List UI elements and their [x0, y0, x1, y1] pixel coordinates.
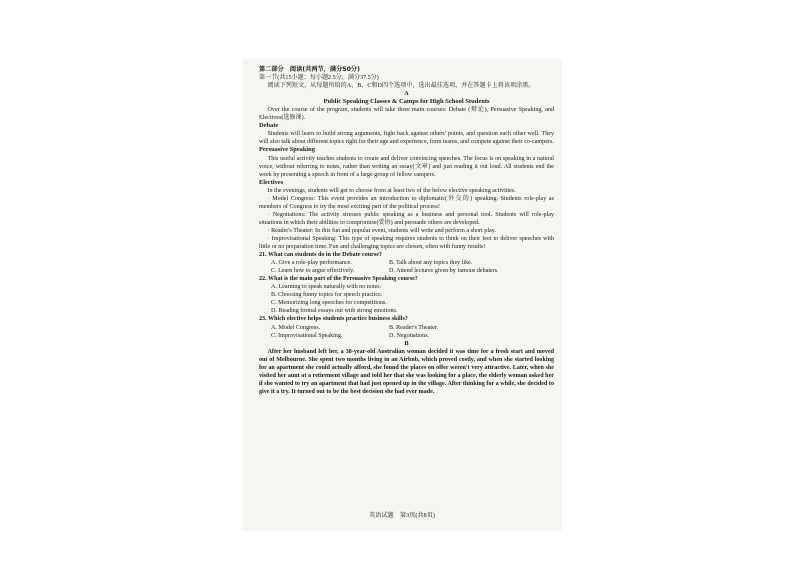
question-21-options-row-1 [259, 259, 554, 267]
question-21-stem: 21. What can students do in the Debate course? [259, 252, 382, 259]
page-footer: 英语试题 第3页(共8页) [369, 512, 435, 519]
question-22-stem: 22. What is the main part of the Persuasive Speaking course? [259, 276, 418, 283]
debate-paragraph: Students will learn to build strong arguments, fight back against others' points, and question each other well. They will also talk about different topics right for their age and experience, form teams, and compete against their co-campers. [259, 131, 554, 146]
question-22-option-d: D. Reading formal essays out with strong emotions. [271, 308, 398, 315]
passage-a-title: Public Speaking Classes & Camps for High School Students [323, 98, 490, 106]
question-23-options-row-1 [259, 324, 554, 332]
question-22-option-a: A. Learning to speak naturally with no notes. [271, 284, 382, 291]
question-23-option-d: D. Negotiations. [389, 332, 430, 339]
persuasive-paragraph: This useful activity teaches students to create and deliver convincing speeches. The focus is on speaking in a natural voice, without referring to notes, rather than writing an essay(文章) and just reading it out loud. All students end the week by presenting a speech in front of a large group of fellow campers. [259, 155, 554, 178]
part-heading: 第二部分 阅读(共两节，满分50分) [259, 66, 360, 73]
passage-b-letter: B [404, 340, 409, 347]
question-23-option-b: B. Reader's Theater. [389, 324, 439, 331]
question-21-option-b: B. Talk about any topics they like. [389, 260, 473, 267]
electives-heading: Electives [259, 178, 284, 186]
instruction-text: 阅读下列短文，从每题所给的A、B、C和D四个选项中，选出最佳选项，并在答题卡上将该项涂黑。 [267, 83, 535, 90]
question-23-stem: 23. Which elective helps students practice business skills? [259, 316, 408, 323]
question-23-option-c: C. Improvisational Speaking. [271, 332, 343, 339]
elective-negotiations: · Negotiations: The activity stresses public speaking as a business and personal tool. Students will role-play situations in which their abilities to compromise(妥协) and persuade others are developed. [259, 211, 554, 226]
question-21-option-d: D. Attend lectures given by famous debaters. [389, 268, 499, 275]
question-22-option-c: C. Memorizing long speeches for competitions. [271, 300, 387, 307]
passage-a-letter: A [404, 91, 409, 98]
elective-readers-theater: · Reader's Theater: In this fun and popular event, students will write and perform a short play. [267, 227, 496, 234]
elective-improvisational: · Improvisational Speaking: This type of speaking requires students to think on their feet to deliver speeches with little or no preparation time. Fun and challenging topics are chosen, often with funny results! [259, 235, 554, 251]
question-23-options-row-2 [259, 332, 554, 340]
passage-a-intro: Over the course of the program, students will take three main courses: Debate (辩论), Persuasive Speaking, and Electives(选修课). [259, 107, 554, 122]
elective-model-congress: · Model Congress: This event provides an introduction to diplomatic(外交的) speaking. Students role-play as members of Congress to try the most exciting part of the political process! [259, 195, 554, 210]
passage-b-paragraph: After her husband left her, a 38-year-old Australian woman decided it was time for a fresh start and moved out of Melbourne. She spent two months living in an Airbnb, which proved costly, and when she started looking for an apartment she could actually afford, she found the places on offer weren't very attractive. Later, when she visited her aunt at a retirement village and told her that she was looking for a place, the elderly woman asked her if she wanted to try an apartment that had just opened up in the village. After thinking for a while, she decided to give it a try. It turned out to be the best decision she had ever made. [259, 348, 554, 395]
question-21-option-c: C. Learn how to argue effectively. [271, 268, 355, 275]
question-21-option-a: A. Give a role-play performance. [271, 260, 352, 267]
question-21-options-row-2 [259, 267, 554, 275]
question-22-option-b: B. Choosing funny topics for speech practice. [271, 292, 383, 299]
electives-intro: In the evenings, students will get to choose from at least two of the below elective speaking activities. [267, 187, 516, 194]
question-23-option-a: A. Model Congress. [271, 324, 321, 331]
exam-content [259, 66, 554, 396]
persuasive-heading: Persuasive Speaking [259, 146, 315, 154]
section-heading: 第一节(共15小题；每小题2.5分，满分37.5分) [259, 75, 379, 82]
debate-heading: Debate [259, 122, 279, 130]
